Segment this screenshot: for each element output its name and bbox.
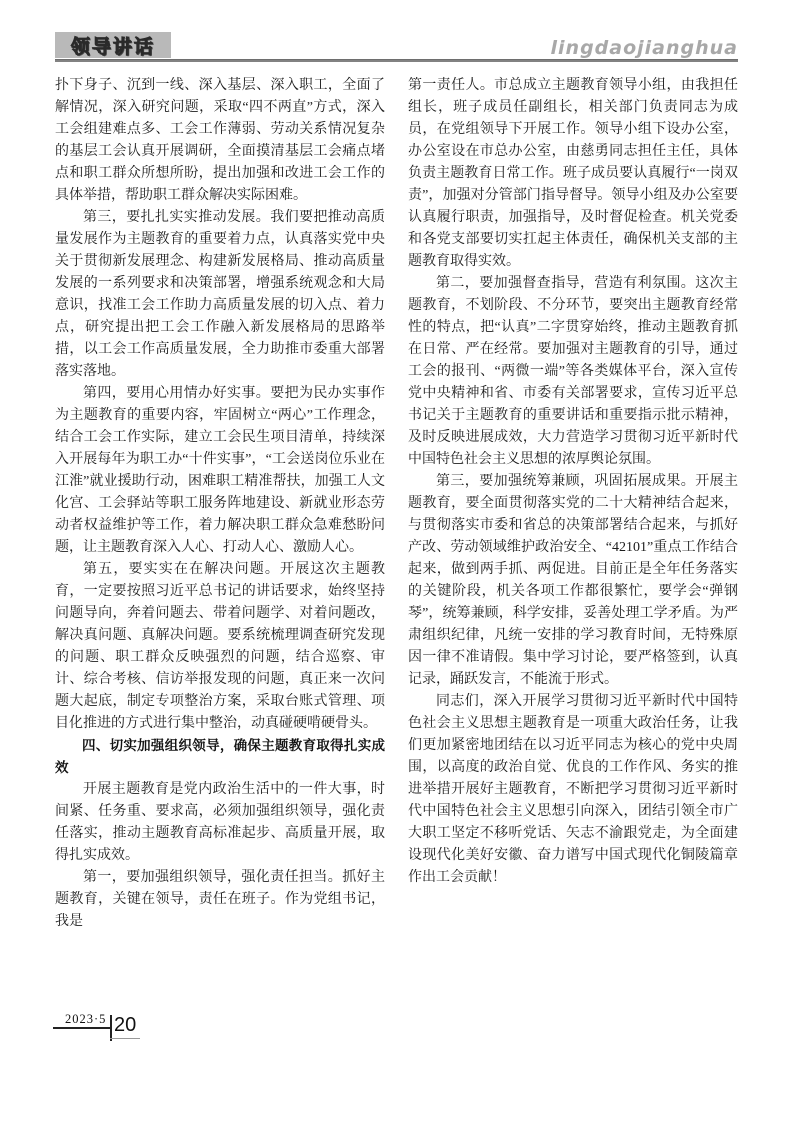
paragraph: 第一，要加强组织领导，强化责任担当。抓好主题教育，关键在领导，责任在班子。作为党组书记，我是 [55, 870, 385, 929]
page-header [55, 32, 738, 59]
running-title: lingdaojianghua [550, 37, 738, 59]
article-body [55, 75, 738, 933]
section-label-box [55, 32, 171, 58]
paragraph: 同志们，深入开展学习贯彻习近平新时代中国特色社会主义思想主题教育是一项重大政治任务，让我们更加紧密地团结在以习近平同志为核心的党中央周围，以高度的政治自觉、优良的工作作风、务实的推进举措开展好主题教育，不断把学习贯彻习近平新时代中国特色社会主义思想引向深入，团结引领全市广大职工坚定不移听党话、矢志不渝跟党走，为全面建设现代化美好安徽、奋力谱写中国式现代化铜陵篇章作出工会贡献！ [408, 694, 738, 885]
section-heading: 四、切实加强组织领导，确保主题教育取得扎实成效 [55, 738, 385, 775]
paragraph: 第三，要加强统筹兼顾，巩固拓展成果。开展主题教育，要全面贯彻落实党的二十大精神结合起来，与贯彻落实市委和省总的决策部署结合起来，与抓好产改、劳动领域维护政治安全、“42101”重点工作结合起来，做到两手抓、两促进。目前正是全年任务落实的关键阶段，机关各项工作都很繁忙，要学会“弹钢琴”，统筹兼顾，科学安排，妥善处理工学矛盾。为严肃组织纪律，凡统一安排的学习教育时间，无特殊原因一律不准请假。集中学习讨论，要严格签到，认真记录，踊跃发言，不能流于形式。 [408, 474, 738, 687]
page-number-underline [110, 1038, 140, 1039]
paragraph-continuation: 扑下身子、沉到一线、深入基层、深入职工，全面了解情况，深入研究问题，采取“四不两直”方式，深入工会组建难点多、工会工作薄弱、劳动关系情况复杂的基层工会认真开展调研，全面摸清基层工会痛点堵点和职工群众所想所盼，提出加强和改进工会工作的具体举措，帮助职工群众解决实际困难。 [55, 78, 385, 203]
section-label: 领导讲话 [70, 36, 155, 58]
issue-label: 2023·5 [65, 1012, 107, 1026]
paragraph: 第二，要加强督查指导，营造有利氛围。这次主题教育，不划阶段、不分环节，要突出主题教育经常性的特点，把“认真”二字贯穿始终，推动主题教育抓在日常、严在经常。要加强对主题教育的引导，通过工会的报刊、“两微一端”等各类媒体平台，深入宣传党中央精神和省、市委有关部署要求，宣传习近平总书记关于主题教育的重要讲话和重要指示批示精神，及时反映进展成效，大力营造学习贯彻习近平新时代中国特色社会主义思想的浓厚舆论氛围。 [408, 276, 738, 467]
paragraph-continuation: 第一责任人。市总成立主题教育领导小组，由我担任组长，班子成员任副组长，相关部门负责同志为成员，在党组领导下开展工作。领导小组下设办公室，办公室设在市总办公室，由慈勇同志担任主任，具体负责主题教育日常工作。班子成员要认真履行“一岗双责”，加强对分管部门指导督导。领导小组及办公室要认真履行职责，加强指导，及时督促检查。机关党委和各党支部要切实扛起主体责任，确保机关支部的主题教育取得实效。 [408, 78, 738, 269]
issue-underline [53, 1027, 111, 1029]
header-rule [55, 59, 738, 62]
page-number: 20 [114, 1014, 137, 1036]
page-footer [53, 1010, 173, 1046]
paragraph: 第三，要扎扎实实推动发展。我们要把推动高质量发展作为主题教育的重要着力点，认真落实党中央关于贯彻新发展理念、构建新发展格局、推动高质量发展的一系列要求和决策部署，增强系统观念和大局意识，找准工会工作助力高质量发展的切入点、着力点，研究提出把工会工作融入新发展格局的思路举措，以工会工作高质量发展，全力助推市委重大部署落实落地。 [55, 210, 385, 379]
left-column [55, 75, 385, 933]
paragraph: 第五，要实实在在解决问题。开展这次主题教育，一定要按照习近平总书记的讲话要求，始终坚持问题导向，奔着问题去、带着问题学、对着问题改，解决真问题、真解决问题。要系统梳理调查研究发现的问题、职工群众反映强烈的问题，结合巡察、审计、综合考核、信访举报发现的问题，真正来一次问题大起底，制定专项整治方案，采取台账式管理、项目化推进的方式进行集中整治，动真碰硬啃硬骨头。 [55, 562, 385, 731]
paragraph: 第四，要用心用情办好实事。要把为民办实事作为主题教育的重要内容，牢固树立“两心”工作理念，结合工会工作实际，建立工会民生项目清单，持续深入开展每年为职工办“十件实事”，“工会送岗位乐业在江淮”就业援助行动，困难职工精准帮扶，加强工人文化宫、工会驿站等职工服务阵地建设、新就业形态劳动者权益维护等工作，着力解决职工群众急难愁盼问题，让主题教育深入人心、打动人心、激励人心。 [55, 386, 385, 555]
paragraph: 开展主题教育是党内政治生活中的一件大事，时间紧、任务重、要求高，必须加强组织领导，强化责任落实，推动主题教育高标准起步、高质量开展，取得扎实成效。 [55, 782, 385, 863]
right-column [408, 75, 738, 933]
